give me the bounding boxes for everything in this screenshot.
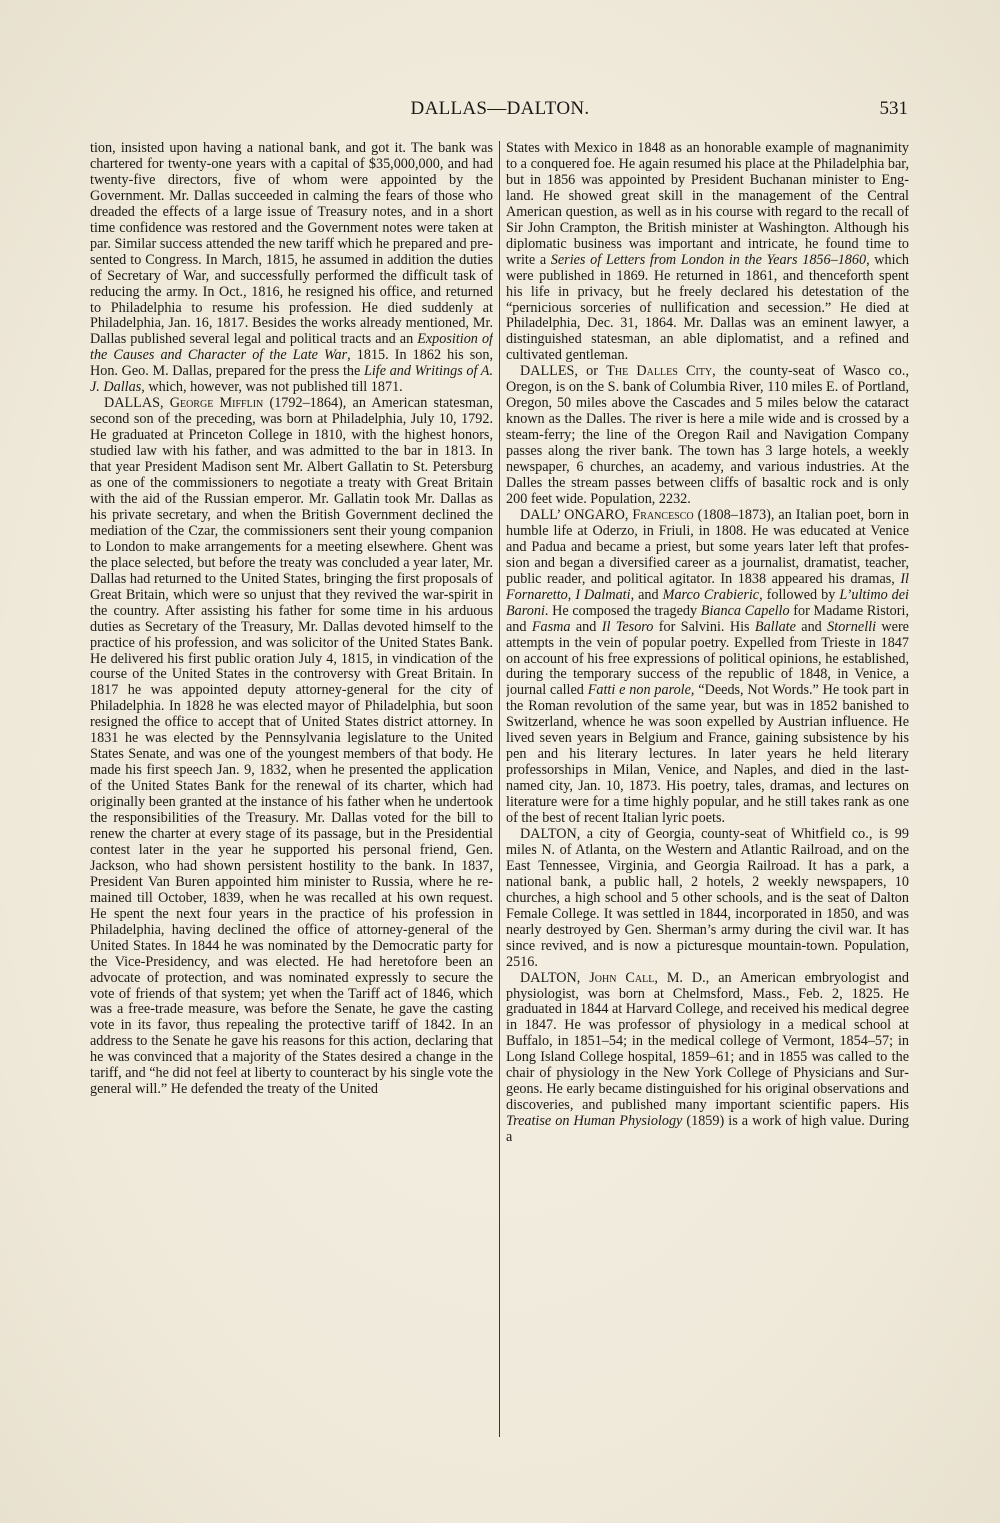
entry-name: George Mifflin — [169, 395, 264, 412]
text-run: , M. D., an American embryologist and physiologist, was born at Chelmsford, Mass., Feb. 2, 1825. He graduated in 1844 at Harvard College, and received his medical degree in 1847. He was professor of physiology in a medical school at Buffalo, in 1851–54; in the medical college of Vermont, 1854–57; in Long Island College hospital, 1859–61; and in 1855 was called to the chair of physiology in the New York College of Physicians and Surgeons. He early became distinguished for his original observations and discoveries, and published many important scientific papers. His — [506, 969, 909, 1114]
entry-headword: DALLES, or — [520, 363, 607, 380]
text-run: for Salvini. His — [653, 618, 755, 635]
italic-title: Stornelli — [827, 618, 877, 635]
italic-title: L’ultimo dei Baroni — [506, 586, 909, 619]
entry-headword: DALL’ ONGARO, — [520, 506, 633, 523]
paragraph-dallas-george-cont — [506, 141, 909, 364]
italic-title: Treatise on Human Physiology — [506, 1113, 683, 1130]
text-run: . He composed the tragedy — [544, 602, 701, 619]
column-rule — [499, 141, 500, 1437]
entry-name: The Dalles City — [606, 363, 713, 380]
italic-title: Ballate — [754, 618, 796, 635]
paragraph-dallas-alexander-cont — [90, 141, 493, 396]
italic-title: Fasma — [531, 618, 571, 635]
entry-body: (1792–1864), an American statesman, second son of the preceding, was born at Philadelphia, July 10, 1792. He graduated at Princeton College in 1810, with the highest honors, studied law with his father, and was admitted to the bar in 1813. In that year President Madison sent Mr. Albert Gallatin to St. Petersburg as one of the commissioners to negotiate a treaty with Great Britain with the aid of the Russian emperor. Mr. Gallatin took Mr. Dallas as his private secretary, and when the British Government declined the mediation of the Czar, the commissioners sent their young companion to London to make arrangements for a meeting elsewhere. Ghent was the place selected, but before the treaty was concluded a year later, Mr. Dallas had returned to the United States, bringing the first proposals of Great Britain, which were so unjust that they revived the war-spirit in the country. After assisting his father for some time in his arduous duties as Secretary of the Treasury, Mr. Dallas devoted himself to the practice of his profession, and was solicitor of the United States Bank. He delivered his first public oration July 4, 1815, in vindication of the course of the United States in the controversy with Great Britain. In 1817 he was appointed deputy attorney-general for the city of Philadelphia. In 1828 he was elected mayor of Philadelphia, but soon resigned the office to accept that of United States district attorney. In 1831 he was elected by the Pennsylvania legislature to the United States Senate, and was one of the youngest members of that body. He made his first speech Jan. 9, 1832, when he presented the application of the United States Bank for the renewal of its charter, which had originally been granted at the instance of his father when he undertook the responsibilities of the Treasury. Mr. Dallas voted for the bill to renew the charter at every stage of its passage, but in the Presidential contest later in the year he supported his personal friend, Gen. Jackson, who had shown persistent hostility to the bank. In 1837, President Van Buren appointed him minister to Russia, where he remained till October, 1839, when he was recalled at his own request. He spent the next four years in the practice of his profession in Philadelphia, having declined the office of attorney-general of the United States. In 1844 he was nominated by the Democratic party for the Vice-Presidency, and was elected. He had heretofore been an advocate of protection, and was nominated expressly to secure the vote of friends of that system; yet when the Tariff act of 1846, which was a free-trade measure, was before the Senate, he gave the casting vote in its favor, thus repealing the protective tariff of 1842. In an address to the Senate he gave his reasons for this action, declaring that he was convinced that a majority of the States desired a change in the tariff, and “he did not feel at liberty to counteract by his single vote the general will.” He defended the treaty of the United — [90, 395, 493, 1098]
italic-title: Series of Letters from London in the Years 1856–1860 — [550, 251, 867, 268]
entry-headword: DALLAS, — [104, 395, 170, 412]
italic-title: Exposition of the Causes and Character of the Late War — [90, 331, 493, 364]
page-number: 531 — [879, 98, 908, 119]
italic-title: Marco Crabieric — [662, 586, 760, 603]
text-run: and — [795, 618, 828, 635]
text-run: and — [570, 618, 602, 635]
entry-dall-ongaro — [506, 508, 909, 827]
italic-title: Bianca Capello — [700, 602, 790, 619]
text-run: for Madame Ristori, and — [506, 602, 909, 635]
left-column — [90, 141, 493, 1441]
italic-title: I Dalmati — [575, 586, 631, 603]
text-run: States with Mexico in 1848 as an honorable example of magnanimity to a conquered foe. He again resumed his place at the Philadelphia bar, but in 1856 was appointed by President Buchanan minister to England. He showed great skill in the management of the Central American question, as well as in his course with regard to the recall of Sir John Crampton, the British minister at Washington. Although his diplomatic business was important and intricate, he found time to write a — [506, 141, 909, 268]
entry-name: John Call — [589, 969, 655, 986]
text-run: , “Deeds, Not Words.” He took part in the Roman revolution of the same year, but was in 1852 banished to Switzerland, whence he was soon expelled by Austrian influence. He lived seven years in Belgium and France, gaining subsistence by his pen and his literary lectures. In later years he held literary professorships in Milan, Venice, and Naples, and died in the last-named city, Jan. 10, 1873. His poetry, tales, dramas, and lectures on literature were for a time highly popular, and he still takes rank as one of the best of recent Italian lyric poets. — [506, 682, 909, 827]
entry-body: DALTON, a city of Georgia, county-seat of Whitfield co., is 99 miles N. of Atlanta, on the Western and Atlantic Railroad, and on the East Tennessee, Virginia, and Georgia Railroad. It has a park, a national bank, a public hall, 2 hotels, 2 weekly newspapers, 10 churches, a high school and 5 other schools, and is the seat of Dalton Female College. It was settled in 1844, incorporated in 1850, and was nearly destroyed by Gen. Sherman’s army during the civil war. It has since revived, and is now a picturesque mountain-town. Population, 2516. — [506, 825, 909, 970]
italic-title: Life and Writings of A. J. Dallas — [90, 363, 493, 396]
entry-headword: DALTON, — [520, 969, 590, 986]
running-head — [0, 98, 1000, 128]
right-column — [506, 141, 909, 1441]
text-run: , and — [630, 586, 663, 603]
text-run: (1859) is a work of high value. During a — [506, 1113, 909, 1146]
entry-dalton-john-call — [506, 971, 909, 1146]
text-run: were attempts in the vein of popular poetry. Expelled from Trieste in 1847 on account of his free expressions of political opinions, he established, during the temporary success of the republic of 1848, in Venice, a journal called — [506, 618, 909, 699]
entry-dalton-city — [506, 827, 909, 971]
text-run: , which, however, was not published till 1871. — [141, 379, 403, 396]
entry-dalles — [506, 364, 909, 508]
text-run: , followed by — [759, 586, 840, 603]
text-run: tion, insisted upon having a national bank, and got it. The bank was chartered for twenty-one years with a capital of $35,000,000, and had twenty-five directors, five of whom were appointed by the Government. Mr. Dallas succeeded in calming the fears of those who dreaded the effects of a large issue of Treasury notes, and in a short time confidence was restored and the Government notes were taken at par. Similar success attended the new tariff which he prepared and presented to Congress. In March, 1815, he assumed in addition the duties of Secretary of War, and successfully performed the difficult task of reducing the army. In Oct., 1816, he resigned his office, and returned to Philadelphia to resume his profession. He died suddenly at Philadelphia, Jan. 16, 1817. Besides the works already mentioned, Mr. Dallas published several legal and political tracts and an — [90, 141, 493, 348]
italic-title: Fatti e non parole — [587, 682, 691, 699]
text-run: , — [567, 586, 576, 603]
entry-dallas-george-mifflin — [90, 396, 493, 1098]
text-run: , 1815. In 1862 his son, Hon. Geo. M. Dallas, prepared for the press the — [90, 347, 493, 380]
entry-name: Francesco — [632, 506, 694, 523]
italic-title: Il Tesoro — [601, 618, 654, 635]
italic-title: Il Fornaretto — [506, 570, 909, 603]
entry-body: , the county-seat of Wasco co., Oregon, is on the S. bank of Columbia River, 110 miles E. of Portland, Oregon, 50 miles above the Cascades and 5 miles below the cataract known as the Dalles. The river is here a mile wide and is crossed by a steam-ferry; the line of the Oregon Rail and Navigation Company passes along the river bank. The town has 3 large hotels, a weekly newspaper, 6 churches, an academy, and various industries. At the Dalles the stream passes between cliffs of basaltic rock and is only 200 feet wide. Population, 2232. — [506, 363, 909, 507]
running-title: DALLAS—DALTON. — [410, 98, 590, 119]
text-run: , which were published in 1869. He returned in 1861, and thenceforth spent his life in privacy, but he freely declared his detestation of the “pernicious sorceries of nullification and secession.” He died at Philadelphia, Dec. 31, 1864. Mr. Dallas was an eminent lawyer, a distinguished statesman, an able diplomatist, and a refined and cultivated gentleman. — [506, 251, 909, 364]
text-run: (1808–1873), an Italian poet, born in humble life at Oderzo, in Friuli, in 1808. He was educated at Venice and Padua and became a priest, but some years later left that profession and began a diversified career as a journalist, dramatist, teacher, public reader, and political agitator. In 1838 appeared his dramas, — [506, 506, 909, 587]
